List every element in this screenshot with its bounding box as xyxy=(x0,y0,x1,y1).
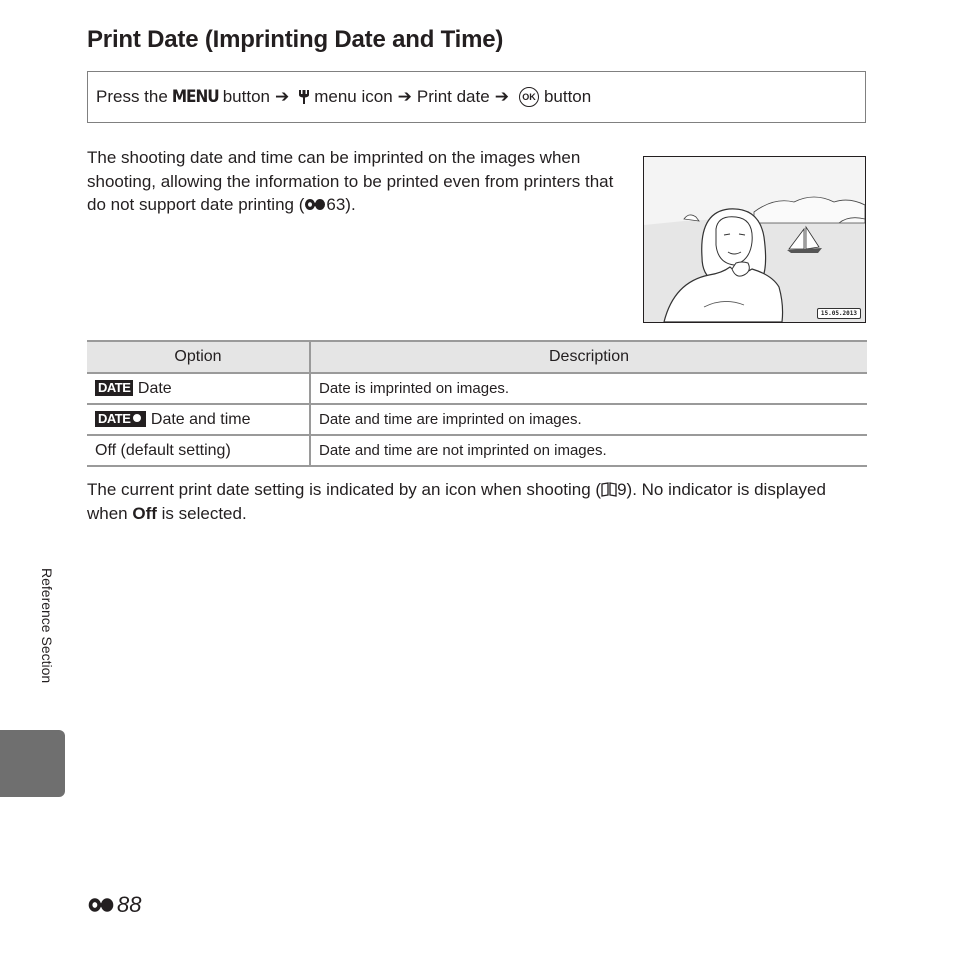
table-row xyxy=(87,373,867,404)
wrench-icon xyxy=(298,89,310,105)
arrow-icon: ➔ xyxy=(494,87,509,106)
ok-button-icon: OK xyxy=(519,87,539,107)
menu-button-icon: MENU xyxy=(171,87,219,107)
page-number-text: 88 xyxy=(117,892,142,917)
menu-path-box xyxy=(87,71,866,123)
intro-ref-page[interactable]: 63 xyxy=(326,195,346,214)
menu-path-press-the: Press the xyxy=(96,87,168,106)
note-paragraph xyxy=(87,478,867,526)
option-cell: Off (default setting) xyxy=(87,435,310,466)
description-cell: Date is imprinted on images. xyxy=(310,373,867,404)
intro-paragraph xyxy=(87,146,617,217)
description-cell: Date and time are not imprinted on images. xyxy=(310,435,867,466)
intro-text: The shooting date and time can be imprinted on the images when shooting, allowing the information to be printed even from printers that do not support date printing ( xyxy=(87,148,614,214)
date-imprint-icon: DATE xyxy=(95,380,133,396)
menu-path-button-text: button xyxy=(222,87,270,106)
note-ref-page[interactable]: 9 xyxy=(617,480,627,499)
clock-icon xyxy=(131,412,143,424)
menu-path-print-date: Print date xyxy=(416,87,490,106)
note-off-bold: Off xyxy=(132,504,157,523)
page-title: Print Date (Imprinting Date and Time) xyxy=(87,26,504,53)
table-row xyxy=(87,404,867,435)
header-option: Option xyxy=(87,341,310,373)
note-text: The current print date setting is indicated by an icon when shooting ( xyxy=(87,480,602,499)
table-header-row xyxy=(87,341,867,373)
menu-path-button-text-2: button xyxy=(543,87,592,106)
photo-illustration xyxy=(644,157,865,322)
option-label: Date xyxy=(137,379,172,397)
option-cell xyxy=(87,404,310,435)
description-cell: Date and time are imprinted on images. xyxy=(310,404,867,435)
reference-section-icon xyxy=(304,198,326,211)
section-tab xyxy=(0,730,65,797)
book-icon xyxy=(601,482,617,497)
header-description: Description xyxy=(310,341,867,373)
arrow-icon: ➔ xyxy=(274,87,290,106)
page-number xyxy=(87,892,141,918)
date-time-imprint-icon xyxy=(95,411,146,427)
date-badge-text: DATE xyxy=(98,410,131,426)
date-stamp: 15.05.2013 xyxy=(817,308,861,319)
table-row xyxy=(87,435,867,466)
option-cell xyxy=(87,373,310,404)
reference-section-icon xyxy=(87,897,115,913)
intro-text-end: ). xyxy=(345,195,356,214)
side-section-label: Reference Section xyxy=(39,568,55,684)
note-text-3: is selected. xyxy=(156,504,247,523)
menu-path-menu-icon: menu icon xyxy=(314,87,393,106)
sample-photo xyxy=(643,156,866,323)
options-table xyxy=(87,340,867,467)
note-text-2: ). No indicator is displayed when xyxy=(87,480,826,523)
option-label: Date and time xyxy=(150,410,251,428)
arrow-icon: ➔ xyxy=(397,87,412,106)
